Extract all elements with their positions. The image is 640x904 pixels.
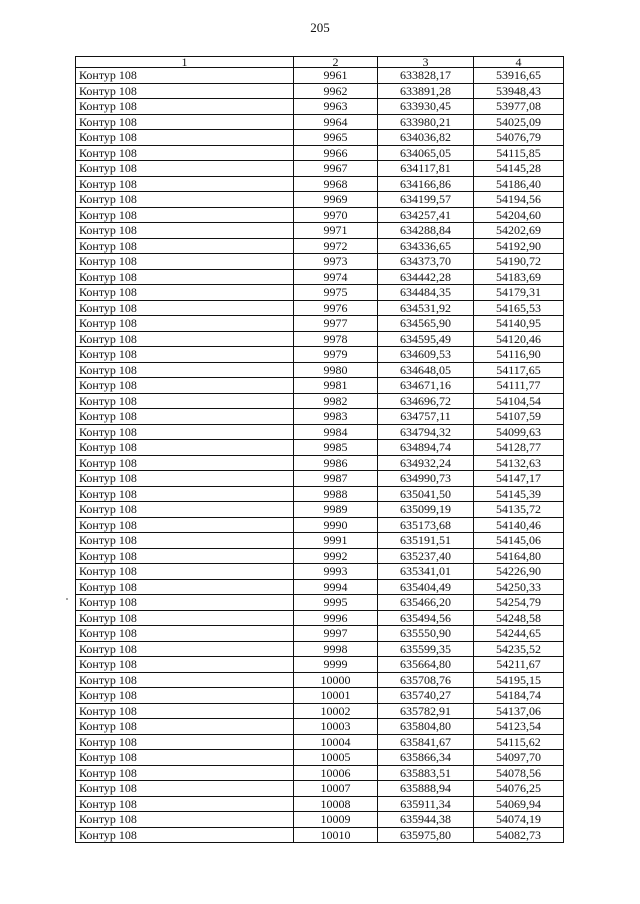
x-coordinate-cell: 635888,94 (378, 781, 474, 797)
contour-cell: Контур 108 (76, 610, 294, 626)
point-number-cell: 9998 (294, 641, 378, 657)
contour-cell: Контур 108 (76, 781, 294, 797)
x-coordinate-cell: 634036,82 (378, 130, 474, 146)
column-header-4: 4 (474, 57, 564, 68)
table-row (76, 719, 564, 735)
x-coordinate-cell: 634894,74 (378, 440, 474, 456)
y-coordinate-cell: 54116,90 (474, 347, 564, 363)
x-coordinate-cell: 634166,86 (378, 176, 474, 192)
table-row (76, 564, 564, 580)
contour-cell: Контур 108 (76, 223, 294, 239)
contour-cell: Контур 108 (76, 672, 294, 688)
x-coordinate-cell: 634199,57 (378, 192, 474, 208)
table-row (76, 595, 564, 611)
table-row (76, 207, 564, 223)
y-coordinate-cell: 54145,28 (474, 161, 564, 177)
x-coordinate-cell: 635341,01 (378, 564, 474, 580)
contour-cell: Контур 108 (76, 409, 294, 425)
table-row (76, 579, 564, 595)
x-coordinate-cell: 635841,67 (378, 734, 474, 750)
point-number-cell: 9990 (294, 517, 378, 533)
contour-cell: Контур 108 (76, 657, 294, 673)
point-number-cell: 10002 (294, 703, 378, 719)
table-row (76, 626, 564, 642)
table-row (76, 641, 564, 657)
y-coordinate-cell: 54145,06 (474, 533, 564, 549)
x-coordinate-cell: 634696,72 (378, 393, 474, 409)
contour-cell: Контур 108 (76, 254, 294, 270)
table-row (76, 548, 564, 564)
contour-cell: Контур 108 (76, 517, 294, 533)
table-row (76, 176, 564, 192)
y-coordinate-cell: 53948,43 (474, 83, 564, 99)
x-coordinate-cell: 633930,45 (378, 99, 474, 115)
contour-cell: Контур 108 (76, 130, 294, 146)
point-number-cell: 9987 (294, 471, 378, 487)
y-coordinate-cell: 54235,52 (474, 641, 564, 657)
point-number-cell: 10001 (294, 688, 378, 704)
y-coordinate-cell: 54165,53 (474, 300, 564, 316)
point-number-cell: 9982 (294, 393, 378, 409)
contour-cell: Контур 108 (76, 502, 294, 518)
x-coordinate-cell: 635237,40 (378, 548, 474, 564)
table-row (76, 161, 564, 177)
contour-cell: Контур 108 (76, 83, 294, 99)
page-number: 205 (310, 20, 330, 35)
y-coordinate-cell: 54069,94 (474, 796, 564, 812)
point-number-cell: 9986 (294, 455, 378, 471)
table-row (76, 347, 564, 363)
contour-cell: Контур 108 (76, 734, 294, 750)
y-coordinate-cell: 54192,90 (474, 238, 564, 254)
table-row (76, 688, 564, 704)
contour-cell: Контур 108 (76, 471, 294, 487)
table-row (76, 455, 564, 471)
x-coordinate-cell: 634288,84 (378, 223, 474, 239)
point-number-cell: 10008 (294, 796, 378, 812)
y-coordinate-cell: 54190,72 (474, 254, 564, 270)
x-coordinate-cell: 635041,50 (378, 486, 474, 502)
point-number-cell: 9981 (294, 378, 378, 394)
x-coordinate-cell: 635911,34 (378, 796, 474, 812)
table-row (76, 796, 564, 812)
point-number-cell: 9991 (294, 533, 378, 549)
y-coordinate-cell: 54115,62 (474, 734, 564, 750)
x-coordinate-cell: 633891,28 (378, 83, 474, 99)
point-number-cell: 9980 (294, 362, 378, 378)
x-coordinate-cell: 634484,35 (378, 285, 474, 301)
table-row (76, 269, 564, 285)
table-row (76, 68, 564, 84)
x-coordinate-cell: 635883,51 (378, 765, 474, 781)
x-coordinate-cell: 635599,35 (378, 641, 474, 657)
table-row (76, 192, 564, 208)
contour-cell: Контур 108 (76, 300, 294, 316)
contour-cell: Контур 108 (76, 176, 294, 192)
x-coordinate-cell: 635099,19 (378, 502, 474, 518)
x-coordinate-cell: 635664,80 (378, 657, 474, 673)
point-number-cell: 9964 (294, 114, 378, 130)
x-coordinate-cell: 634531,92 (378, 300, 474, 316)
contour-cell: Контур 108 (76, 269, 294, 285)
point-number-cell: 9999 (294, 657, 378, 673)
point-number-cell: 10004 (294, 734, 378, 750)
point-number-cell: 9977 (294, 316, 378, 332)
table-row (76, 502, 564, 518)
table-row (76, 781, 564, 797)
point-number-cell: 9961 (294, 68, 378, 84)
point-number-cell: 10009 (294, 812, 378, 828)
contour-cell: Контур 108 (76, 362, 294, 378)
table-row (76, 440, 564, 456)
contour-cell: Контур 108 (76, 192, 294, 208)
point-number-cell: 10010 (294, 827, 378, 843)
contour-cell: Контур 108 (76, 145, 294, 161)
table-row (76, 517, 564, 533)
y-coordinate-cell: 54140,95 (474, 316, 564, 332)
x-coordinate-cell: 634794,32 (378, 424, 474, 440)
table-row (76, 734, 564, 750)
point-number-cell: 9970 (294, 207, 378, 223)
table-row (76, 331, 564, 347)
contour-cell: Контур 108 (76, 378, 294, 394)
y-coordinate-cell: 54078,56 (474, 765, 564, 781)
y-coordinate-cell: 54244,65 (474, 626, 564, 642)
x-coordinate-cell: 633828,17 (378, 68, 474, 84)
table-row (76, 130, 564, 146)
x-coordinate-cell: 635708,76 (378, 672, 474, 688)
contour-cell: Контур 108 (76, 688, 294, 704)
x-coordinate-cell: 633980,21 (378, 114, 474, 130)
y-coordinate-cell: 54076,25 (474, 781, 564, 797)
y-coordinate-cell: 54137,06 (474, 703, 564, 719)
point-number-cell: 9996 (294, 610, 378, 626)
point-number-cell: 9976 (294, 300, 378, 316)
contour-cell: Контур 108 (76, 207, 294, 223)
y-coordinate-cell: 54135,72 (474, 502, 564, 518)
scan-speck (66, 598, 68, 600)
y-coordinate-cell: 54164,80 (474, 548, 564, 564)
x-coordinate-cell: 635866,34 (378, 750, 474, 766)
table-row (76, 812, 564, 828)
contour-cell: Контур 108 (76, 703, 294, 719)
contour-cell: Контур 108 (76, 564, 294, 580)
y-coordinate-cell: 53916,65 (474, 68, 564, 84)
contour-cell: Контур 108 (76, 595, 294, 611)
contour-cell: Контур 108 (76, 750, 294, 766)
table-row (76, 657, 564, 673)
x-coordinate-cell: 635173,68 (378, 517, 474, 533)
y-coordinate-cell: 54183,69 (474, 269, 564, 285)
x-coordinate-cell: 635782,91 (378, 703, 474, 719)
table-header-row (76, 57, 564, 68)
y-coordinate-cell: 54194,56 (474, 192, 564, 208)
point-number-cell: 9997 (294, 626, 378, 642)
contour-cell: Контур 108 (76, 285, 294, 301)
table-row (76, 393, 564, 409)
table-row (76, 114, 564, 130)
x-coordinate-cell: 635740,27 (378, 688, 474, 704)
table-row (76, 316, 564, 332)
point-number-cell: 9966 (294, 145, 378, 161)
contour-cell: Контур 108 (76, 719, 294, 735)
table-row (76, 703, 564, 719)
contour-cell: Контур 108 (76, 393, 294, 409)
contour-cell: Контур 108 (76, 161, 294, 177)
y-coordinate-cell: 54202,69 (474, 223, 564, 239)
column-header-1: 1 (76, 57, 294, 68)
x-coordinate-cell: 634565,90 (378, 316, 474, 332)
point-number-cell: 10000 (294, 672, 378, 688)
table-row (76, 471, 564, 487)
column-header-2: 2 (294, 57, 378, 68)
point-number-cell: 9978 (294, 331, 378, 347)
contour-cell: Контур 108 (76, 99, 294, 115)
y-coordinate-cell: 54204,60 (474, 207, 564, 223)
x-coordinate-cell: 635191,51 (378, 533, 474, 549)
y-coordinate-cell: 54145,39 (474, 486, 564, 502)
table-row (76, 765, 564, 781)
table-row (76, 362, 564, 378)
contour-cell: Контур 108 (76, 812, 294, 828)
y-coordinate-cell: 54140,46 (474, 517, 564, 533)
y-coordinate-cell: 54123,54 (474, 719, 564, 735)
x-coordinate-cell: 634595,49 (378, 331, 474, 347)
contour-cell: Контур 108 (76, 331, 294, 347)
table-body (76, 57, 564, 843)
contour-cell: Контур 108 (76, 68, 294, 84)
table-row (76, 672, 564, 688)
y-coordinate-cell: 54132,63 (474, 455, 564, 471)
y-coordinate-cell: 54076,79 (474, 130, 564, 146)
point-number-cell: 9965 (294, 130, 378, 146)
x-coordinate-cell: 635804,80 (378, 719, 474, 735)
point-number-cell: 10005 (294, 750, 378, 766)
contour-cell: Контур 108 (76, 626, 294, 642)
point-number-cell: 9994 (294, 579, 378, 595)
y-coordinate-cell: 54097,70 (474, 750, 564, 766)
table-row (76, 99, 564, 115)
contour-cell: Контур 108 (76, 114, 294, 130)
point-number-cell: 9979 (294, 347, 378, 363)
y-coordinate-cell: 54082,73 (474, 827, 564, 843)
point-number-cell: 10003 (294, 719, 378, 735)
y-coordinate-cell: 54111,77 (474, 378, 564, 394)
y-coordinate-cell: 54186,40 (474, 176, 564, 192)
x-coordinate-cell: 634257,41 (378, 207, 474, 223)
table-row (76, 254, 564, 270)
table-row (76, 238, 564, 254)
x-coordinate-cell: 634757,11 (378, 409, 474, 425)
table-row (76, 533, 564, 549)
x-coordinate-cell: 635550,90 (378, 626, 474, 642)
y-coordinate-cell: 54074,19 (474, 812, 564, 828)
table-row (76, 610, 564, 626)
y-coordinate-cell: 54104,54 (474, 393, 564, 409)
point-number-cell: 9983 (294, 409, 378, 425)
table-row (76, 750, 564, 766)
point-number-cell: 9984 (294, 424, 378, 440)
y-coordinate-cell: 54115,85 (474, 145, 564, 161)
coordinates-table (75, 56, 564, 843)
point-number-cell: 9968 (294, 176, 378, 192)
point-number-cell: 9973 (294, 254, 378, 270)
point-number-cell: 9972 (294, 238, 378, 254)
point-number-cell: 9974 (294, 269, 378, 285)
x-coordinate-cell: 634336,65 (378, 238, 474, 254)
contour-cell: Контур 108 (76, 548, 294, 564)
table-row (76, 300, 564, 316)
x-coordinate-cell: 635404,49 (378, 579, 474, 595)
y-coordinate-cell: 54184,74 (474, 688, 564, 704)
point-number-cell: 9992 (294, 548, 378, 564)
table-row (76, 285, 564, 301)
y-coordinate-cell: 54250,33 (474, 579, 564, 595)
point-number-cell: 9963 (294, 99, 378, 115)
x-coordinate-cell: 635494,56 (378, 610, 474, 626)
y-coordinate-cell: 54254,79 (474, 595, 564, 611)
x-coordinate-cell: 634648,05 (378, 362, 474, 378)
contour-cell: Контур 108 (76, 424, 294, 440)
x-coordinate-cell: 634671,16 (378, 378, 474, 394)
point-number-cell: 9989 (294, 502, 378, 518)
table-row (76, 145, 564, 161)
x-coordinate-cell: 635975,80 (378, 827, 474, 843)
contour-cell: Контур 108 (76, 486, 294, 502)
x-coordinate-cell: 634442,28 (378, 269, 474, 285)
x-coordinate-cell: 635944,38 (378, 812, 474, 828)
contour-cell: Контур 108 (76, 238, 294, 254)
point-number-cell: 9988 (294, 486, 378, 502)
point-number-cell: 9985 (294, 440, 378, 456)
y-coordinate-cell: 54211,67 (474, 657, 564, 673)
y-coordinate-cell: 54107,59 (474, 409, 564, 425)
x-coordinate-cell: 634609,53 (378, 347, 474, 363)
x-coordinate-cell: 634932,24 (378, 455, 474, 471)
contour-cell: Контур 108 (76, 579, 294, 595)
x-coordinate-cell: 634373,70 (378, 254, 474, 270)
contour-cell: Контур 108 (76, 440, 294, 456)
point-number-cell: 10006 (294, 765, 378, 781)
y-coordinate-cell: 54195,15 (474, 672, 564, 688)
contour-cell: Контур 108 (76, 796, 294, 812)
y-coordinate-cell: 53977,08 (474, 99, 564, 115)
x-coordinate-cell: 635466,20 (378, 595, 474, 611)
y-coordinate-cell: 54120,46 (474, 331, 564, 347)
point-number-cell: 9993 (294, 564, 378, 580)
table-row (76, 223, 564, 239)
table-row (76, 409, 564, 425)
y-coordinate-cell: 54248,58 (474, 610, 564, 626)
y-coordinate-cell: 54179,31 (474, 285, 564, 301)
y-coordinate-cell: 54117,65 (474, 362, 564, 378)
y-coordinate-cell: 54226,90 (474, 564, 564, 580)
table-row (76, 827, 564, 843)
y-coordinate-cell: 54147,17 (474, 471, 564, 487)
table-row (76, 83, 564, 99)
point-number-cell: 9975 (294, 285, 378, 301)
y-coordinate-cell: 54025,09 (474, 114, 564, 130)
table-row (76, 486, 564, 502)
contour-cell: Контур 108 (76, 641, 294, 657)
y-coordinate-cell: 54099,63 (474, 424, 564, 440)
contour-cell: Контур 108 (76, 827, 294, 843)
point-number-cell: 9962 (294, 83, 378, 99)
point-number-cell: 10007 (294, 781, 378, 797)
contour-cell: Контур 108 (76, 455, 294, 471)
column-header-3: 3 (378, 57, 474, 68)
point-number-cell: 9969 (294, 192, 378, 208)
point-number-cell: 9995 (294, 595, 378, 611)
x-coordinate-cell: 634990,73 (378, 471, 474, 487)
y-coordinate-cell: 54128,77 (474, 440, 564, 456)
point-number-cell: 9971 (294, 223, 378, 239)
x-coordinate-cell: 634065,05 (378, 145, 474, 161)
contour-cell: Контур 108 (76, 347, 294, 363)
point-number-cell: 9967 (294, 161, 378, 177)
table-row (76, 424, 564, 440)
contour-cell: Контур 108 (76, 533, 294, 549)
contour-cell: Контур 108 (76, 765, 294, 781)
contour-cell: Контур 108 (76, 316, 294, 332)
table-row (76, 378, 564, 394)
x-coordinate-cell: 634117,81 (378, 161, 474, 177)
